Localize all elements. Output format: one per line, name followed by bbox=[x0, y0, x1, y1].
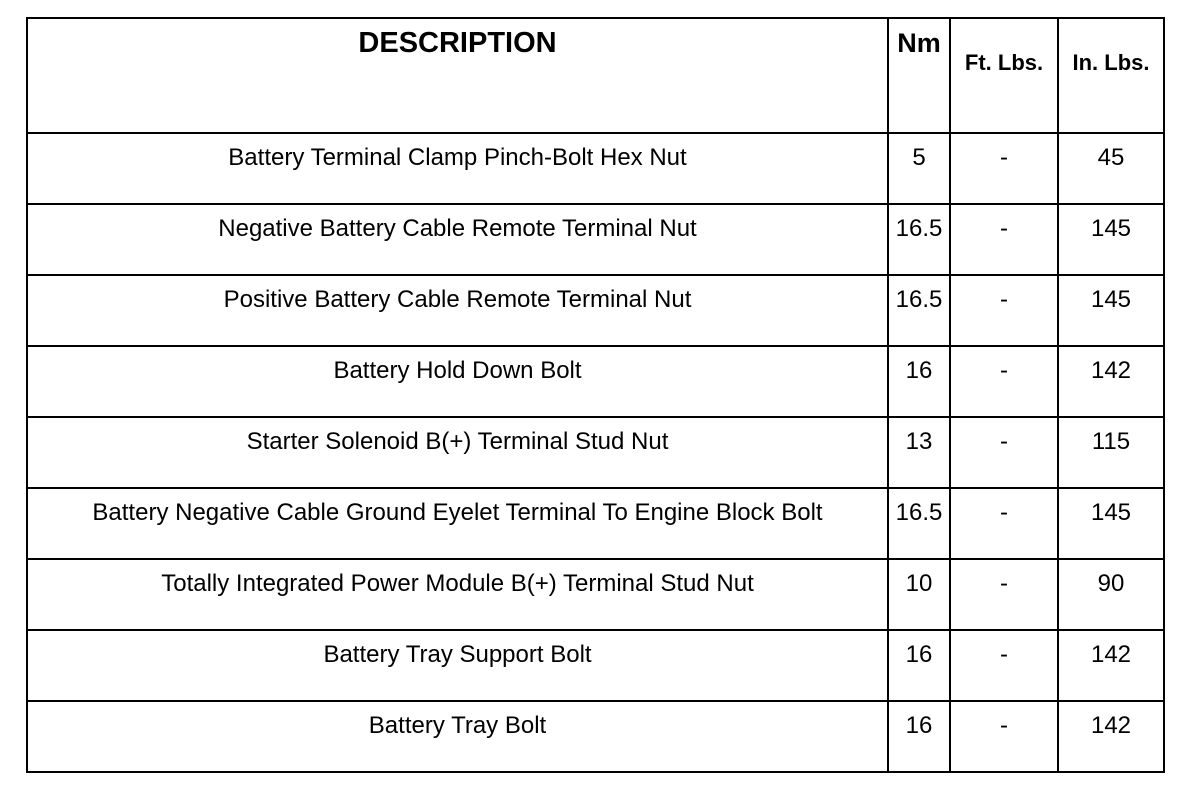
nm-cell: 16.5 bbox=[888, 204, 950, 275]
ft-lbs-cell: - bbox=[950, 133, 1058, 204]
table-row bbox=[27, 559, 1164, 630]
nm-cell: 13 bbox=[888, 417, 950, 488]
nm-cell: 16 bbox=[888, 630, 950, 701]
table-row bbox=[27, 701, 1164, 772]
in-lbs-cell: 115 bbox=[1058, 417, 1164, 488]
table-row bbox=[27, 417, 1164, 488]
description-cell: Battery Tray Bolt bbox=[27, 701, 888, 772]
in-lbs-header: In. Lbs. bbox=[1058, 18, 1164, 133]
in-lbs-cell: 90 bbox=[1058, 559, 1164, 630]
in-lbs-cell: 145 bbox=[1058, 275, 1164, 346]
nm-cell: 16.5 bbox=[888, 488, 950, 559]
ft-lbs-cell: - bbox=[950, 559, 1058, 630]
table-row bbox=[27, 630, 1164, 701]
torque-specifications-table bbox=[26, 17, 1165, 773]
table-row bbox=[27, 133, 1164, 204]
description-cell: Battery Tray Support Bolt bbox=[27, 630, 888, 701]
in-lbs-cell: 142 bbox=[1058, 701, 1164, 772]
table-row bbox=[27, 275, 1164, 346]
ft-lbs-cell: - bbox=[950, 701, 1058, 772]
description-cell: Battery Terminal Clamp Pinch-Bolt Hex Nut bbox=[27, 133, 888, 204]
table-row bbox=[27, 488, 1164, 559]
ft-lbs-cell: - bbox=[950, 275, 1058, 346]
ft-lbs-cell: - bbox=[950, 630, 1058, 701]
ft-lbs-cell: - bbox=[950, 204, 1058, 275]
description-cell: Totally Integrated Power Module B(+) Terminal Stud Nut bbox=[27, 559, 888, 630]
in-lbs-cell: 45 bbox=[1058, 133, 1164, 204]
nm-cell: 10 bbox=[888, 559, 950, 630]
header-row bbox=[27, 18, 1164, 133]
nm-cell: 16 bbox=[888, 701, 950, 772]
nm-cell: 16 bbox=[888, 346, 950, 417]
ft-lbs-cell: - bbox=[950, 488, 1058, 559]
in-lbs-cell: 145 bbox=[1058, 204, 1164, 275]
nm-cell: 16.5 bbox=[888, 275, 950, 346]
description-header: DESCRIPTION bbox=[27, 18, 888, 133]
description-cell: Negative Battery Cable Remote Terminal Nut bbox=[27, 204, 888, 275]
in-lbs-cell: 145 bbox=[1058, 488, 1164, 559]
in-lbs-cell: 142 bbox=[1058, 346, 1164, 417]
ft-lbs-cell: - bbox=[950, 346, 1058, 417]
ft-lbs-cell: - bbox=[950, 417, 1058, 488]
description-cell: Positive Battery Cable Remote Terminal Nut bbox=[27, 275, 888, 346]
table-row bbox=[27, 204, 1164, 275]
description-cell: Battery Hold Down Bolt bbox=[27, 346, 888, 417]
in-lbs-cell: 142 bbox=[1058, 630, 1164, 701]
nm-cell: 5 bbox=[888, 133, 950, 204]
description-cell: Battery Negative Cable Ground Eyelet Terminal To Engine Block Bolt bbox=[27, 488, 888, 559]
ft-lbs-header: Ft. Lbs. bbox=[950, 18, 1058, 133]
description-cell: Starter Solenoid B(+) Terminal Stud Nut bbox=[27, 417, 888, 488]
nm-header: Nm bbox=[888, 18, 950, 133]
table-row bbox=[27, 346, 1164, 417]
